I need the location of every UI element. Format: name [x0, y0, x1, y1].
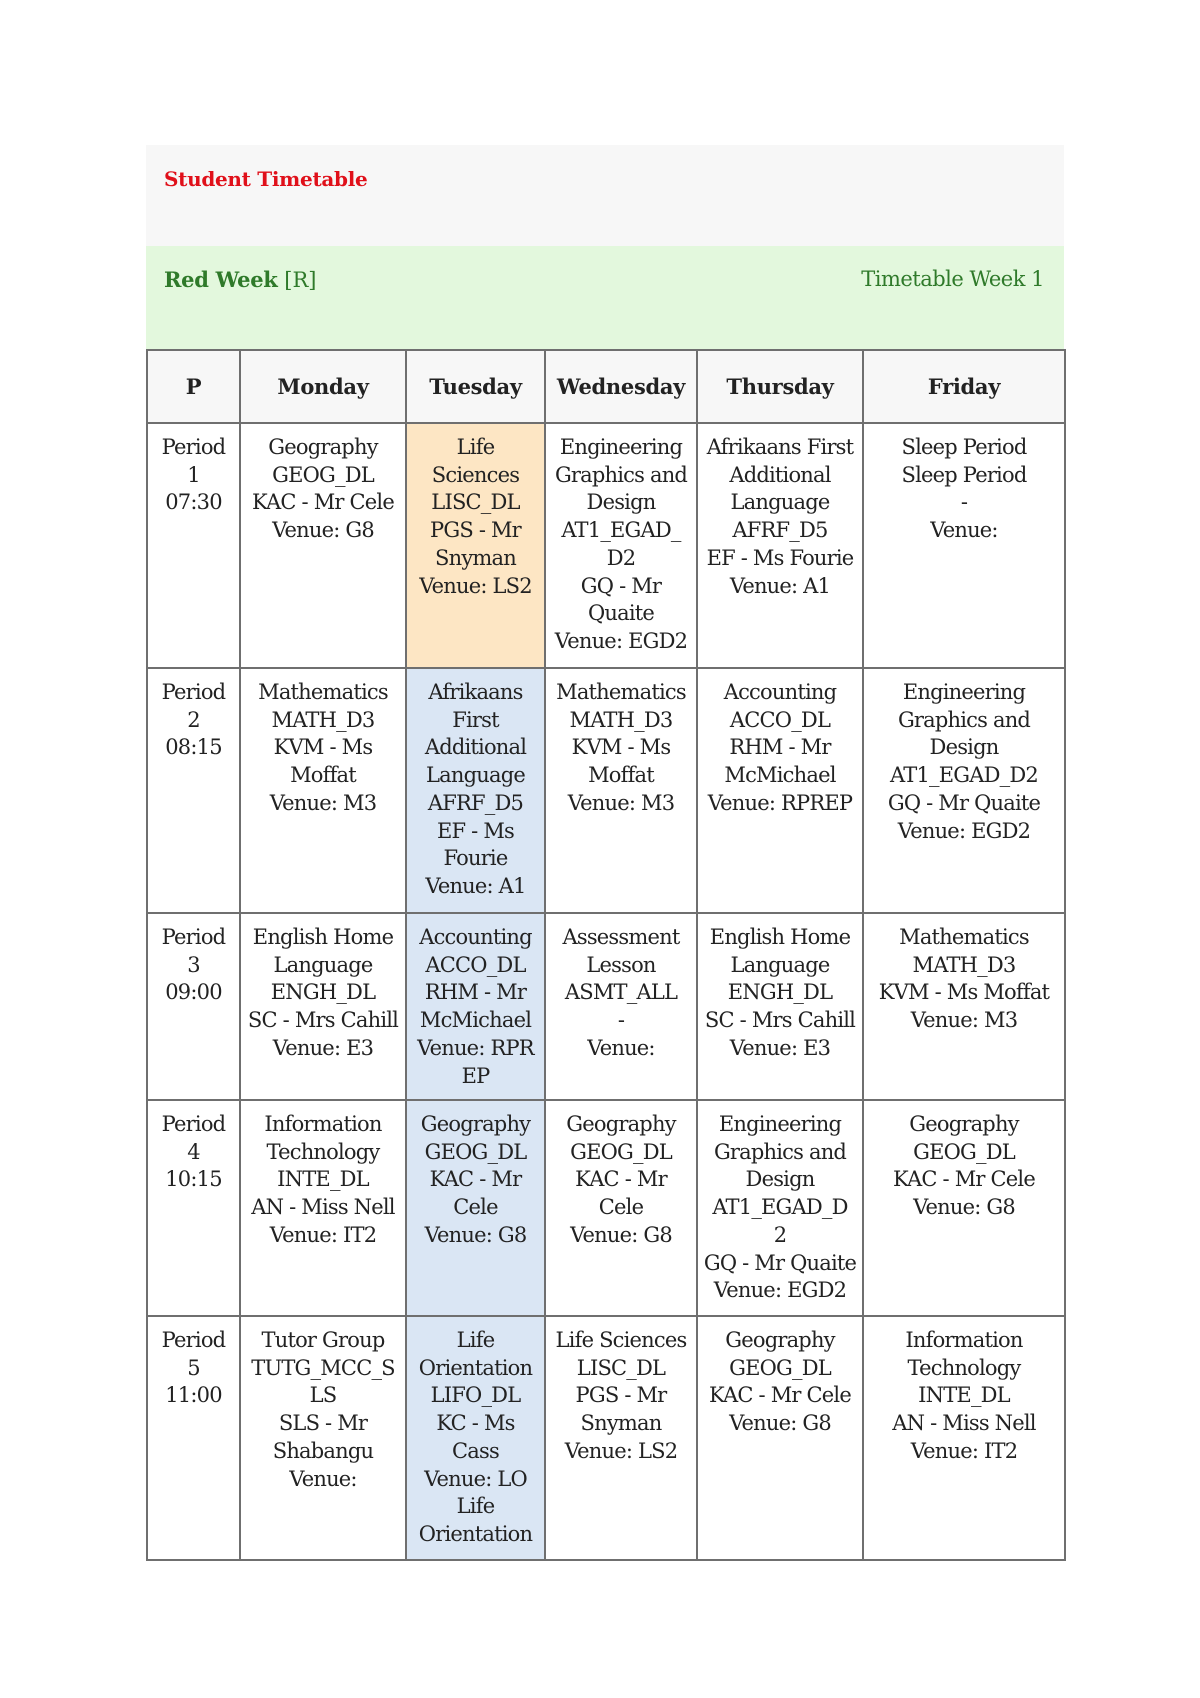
- lesson-line: TUTG_MCC_S: [251, 1355, 395, 1380]
- period-line: 5: [187, 1355, 200, 1380]
- lesson-line: 2: [773, 1222, 787, 1247]
- lesson-line: Accounting: [419, 925, 532, 949]
- lesson-line: Language: [273, 952, 373, 977]
- lesson-line: Moffat: [588, 763, 654, 788]
- lesson-line: EF - Ms Fourie: [706, 545, 854, 570]
- lesson-line: Venue: G8: [729, 1411, 831, 1436]
- lesson-line: LISC_DL: [576, 1355, 666, 1380]
- period-cell: [147, 1100, 240, 1316]
- lesson-cell-tuesday: [406, 423, 545, 668]
- lesson-line: EP: [461, 1063, 490, 1088]
- lesson-cell-tuesday: [406, 1100, 545, 1316]
- lesson-cell-monday: [240, 423, 406, 668]
- lesson-line: SLS - Mr: [278, 1411, 368, 1436]
- lesson-cell-thursday: [697, 423, 863, 668]
- lesson-line: Venue: A1: [425, 873, 526, 898]
- lesson-cell-monday: [240, 1100, 406, 1316]
- lesson-line: Venue: EGD2: [713, 1278, 847, 1303]
- lesson-line: GEOG_DL: [729, 1355, 831, 1380]
- period-line: 09:00: [165, 980, 222, 1005]
- lesson-line: AT1_EGAD_: [561, 518, 681, 543]
- lesson-line: Venue: G8: [913, 1195, 1015, 1220]
- lesson-line: KAC - Mr Cele: [893, 1167, 1035, 1192]
- lesson-line: D2: [606, 545, 636, 570]
- lesson-line: KVM - Ms: [273, 735, 373, 760]
- lesson-line: LISC_DL: [431, 490, 520, 515]
- lesson-line: KAC - Mr: [575, 1167, 667, 1192]
- lesson-line: Venue: G8: [272, 518, 374, 543]
- period-line: 08:15: [165, 735, 222, 760]
- lesson-line: KC - Ms: [436, 1411, 515, 1436]
- timetable-document: [146, 145, 1064, 1561]
- period-cell: [147, 423, 240, 668]
- lesson-line: ENGH_DL: [270, 980, 376, 1005]
- column-header-friday: Friday: [863, 350, 1065, 423]
- lesson-line: Technology: [907, 1355, 1021, 1380]
- period-line: Period: [161, 925, 226, 949]
- week-band: [146, 246, 1064, 349]
- lesson-line: Tutor Group: [261, 1328, 385, 1352]
- lesson-cell-wednesday: [545, 423, 697, 668]
- lesson-line: Graphics and: [713, 1139, 847, 1164]
- lesson-line: Geography: [566, 1112, 676, 1136]
- lesson-line: Venue: LO: [424, 1466, 527, 1491]
- lesson-line: Venue: EGD2: [897, 818, 1031, 843]
- lesson-line: -: [960, 490, 968, 515]
- period-line: Period: [161, 680, 226, 704]
- lesson-cell-thursday: [697, 913, 863, 1100]
- lesson-line: LS: [309, 1383, 337, 1408]
- lesson-line: GEOG_DL: [913, 1139, 1015, 1164]
- lesson-line: Moffat: [290, 763, 356, 788]
- lesson-line: Information: [905, 1328, 1023, 1352]
- lesson-cell-tuesday: [406, 668, 545, 913]
- column-header-period: P: [147, 350, 240, 423]
- lesson-line: Geography: [420, 1112, 531, 1136]
- table-row: [147, 423, 1065, 668]
- period-line: 2: [187, 707, 200, 732]
- lesson-line: English Home: [709, 925, 851, 949]
- lesson-line: Design: [745, 1167, 815, 1192]
- lesson-line: EF - Ms: [436, 818, 515, 843]
- lesson-line: RHM - Mr: [424, 980, 527, 1005]
- lesson-line: ACCO_DL: [729, 707, 831, 732]
- lesson-line: AFRF_D5: [427, 790, 524, 815]
- lesson-cell-wednesday: [545, 913, 697, 1100]
- lesson-line: GQ - Mr Quaite: [887, 790, 1041, 815]
- lesson-line: AFRF_D5: [732, 518, 828, 543]
- lesson-cell-tuesday: [406, 913, 545, 1100]
- lesson-line: Venue: EGD2: [554, 628, 688, 653]
- period-line: 1: [187, 462, 200, 487]
- lesson-line: RHM - Mr: [729, 735, 831, 760]
- week-code: [R]: [284, 268, 317, 292]
- column-header-monday: Monday: [240, 350, 406, 423]
- lesson-cell-friday: [863, 1316, 1065, 1560]
- lesson-line: Afrikaans: [428, 680, 523, 704]
- lesson-line: Venue: M3: [567, 790, 675, 815]
- lesson-line: LIFO_DL: [430, 1383, 521, 1408]
- lesson-line: AT1_EGAD_D: [712, 1195, 848, 1220]
- lesson-line: Language: [730, 952, 830, 977]
- lesson-line: GEOG_DL: [424, 1139, 527, 1164]
- week-label: [164, 267, 316, 349]
- lesson-line: Orientation: [418, 1521, 533, 1546]
- lesson-cell-thursday: [697, 1100, 863, 1316]
- lesson-line: Graphics and: [554, 462, 688, 487]
- lesson-line: INTE_DL: [918, 1383, 1010, 1408]
- lesson-line: Engineering: [559, 435, 683, 459]
- lesson-line: Cele: [453, 1195, 498, 1220]
- lesson-line: MATH_D3: [912, 952, 1016, 977]
- lesson-line: Language: [730, 490, 830, 515]
- lesson-line: Venue: G8: [424, 1222, 527, 1247]
- lesson-line: Cele: [598, 1195, 644, 1220]
- title-band: [146, 145, 1064, 246]
- lesson-line: PGS - Mr: [575, 1383, 667, 1408]
- lesson-line: Information: [264, 1112, 382, 1136]
- lesson-line: Venue: IT2: [910, 1438, 1018, 1463]
- table-row: [147, 1100, 1065, 1316]
- lesson-line: Cass: [452, 1438, 499, 1463]
- lesson-cell-wednesday: [545, 1316, 697, 1560]
- table-row: [147, 668, 1065, 913]
- lesson-line: Venue: A1: [729, 573, 831, 598]
- lesson-line: Engineering: [718, 1112, 842, 1136]
- lesson-line: Venue:: [930, 518, 998, 543]
- column-header-wednesday: Wednesday: [545, 350, 697, 423]
- lesson-line: KVM - Ms Moffat: [878, 980, 1050, 1005]
- lesson-cell-monday: [240, 1316, 406, 1560]
- lesson-line: Engineering: [902, 680, 1026, 704]
- period-cell: [147, 1316, 240, 1560]
- lesson-cell-monday: [240, 913, 406, 1100]
- lesson-line: Venue: E3: [729, 1035, 831, 1060]
- lesson-line: ACCO_DL: [425, 952, 526, 977]
- lesson-cell-tuesday: [406, 1316, 545, 1560]
- lesson-line: GEOG_DL: [272, 462, 374, 487]
- lesson-line: Life: [456, 1494, 495, 1519]
- lesson-cell-friday: [863, 423, 1065, 668]
- lesson-line: Lesson: [586, 952, 656, 977]
- lesson-line: Quaite: [587, 601, 655, 626]
- lesson-line: Life: [456, 435, 495, 459]
- lesson-line: Language: [426, 763, 525, 788]
- period-line: 3: [187, 952, 200, 977]
- timetable-week: Timetable Week 1: [861, 267, 1044, 291]
- lesson-line: Additional: [424, 735, 527, 760]
- lesson-line: Design: [929, 735, 999, 760]
- lesson-line: Shabangu: [272, 1438, 374, 1463]
- lesson-line: Assessment: [562, 925, 680, 949]
- period-line: Period: [161, 435, 226, 459]
- lesson-line: Geography: [268, 435, 378, 459]
- lesson-line: GEOG_DL: [570, 1139, 672, 1164]
- lesson-line: Venue: RPREP: [707, 790, 853, 815]
- column-header-thursday: Thursday: [697, 350, 863, 423]
- lesson-line: ASMT_ALL: [564, 980, 678, 1005]
- lesson-line: English Home: [252, 925, 394, 949]
- lesson-line: McMichael: [419, 1008, 532, 1033]
- lesson-line: KAC - Mr: [429, 1167, 522, 1192]
- period-line: 4: [187, 1139, 200, 1164]
- period-cell: [147, 668, 240, 913]
- lesson-line: Snyman: [580, 1411, 662, 1436]
- period-line: 10:15: [165, 1167, 222, 1192]
- lesson-line: AN - Miss Nell: [892, 1411, 1036, 1436]
- period-line: Period: [161, 1328, 226, 1352]
- table-row: [147, 913, 1065, 1100]
- lesson-line: Graphics and: [897, 707, 1031, 732]
- lesson-line: Venue:: [587, 1035, 655, 1060]
- lesson-line: McMichael: [724, 763, 836, 788]
- lesson-line: SC - Mrs Cahill: [704, 1008, 856, 1033]
- lesson-line: Geography: [725, 1328, 835, 1352]
- page-title: Student Timetable: [164, 167, 368, 191]
- lesson-line: Venue:: [289, 1466, 357, 1491]
- lesson-line: Venue: IT2: [269, 1222, 377, 1247]
- lesson-cell-thursday: [697, 1316, 863, 1560]
- lesson-line: GQ - Mr: [580, 573, 662, 598]
- lesson-line: Sleep Period: [901, 435, 1027, 459]
- lesson-line: Sciences: [431, 462, 520, 487]
- lesson-line: Orientation: [418, 1355, 533, 1380]
- lesson-line: Accounting: [723, 680, 837, 704]
- lesson-cell-friday: [863, 913, 1065, 1100]
- lesson-line: Fourie: [443, 846, 508, 871]
- lesson-cell-friday: [863, 1100, 1065, 1316]
- lesson-cell-wednesday: [545, 668, 697, 913]
- lesson-line: KAC - Mr Cele: [252, 490, 394, 515]
- lesson-line: Snyman: [435, 545, 516, 570]
- lesson-line: MATH_D3: [271, 707, 375, 732]
- lesson-line: -: [617, 1008, 625, 1033]
- lesson-line: KVM - Ms: [571, 735, 671, 760]
- table-row: [147, 1316, 1065, 1560]
- lesson-cell-friday: [863, 668, 1065, 913]
- lesson-line: Afrikaans First: [706, 435, 854, 459]
- lesson-line: AT1_EGAD_D2: [890, 763, 1038, 788]
- week-name: Red Week: [164, 267, 278, 292]
- lesson-line: INTE_DL: [277, 1167, 369, 1192]
- lesson-line: Venue: G8: [570, 1222, 672, 1247]
- lesson-line: Sleep Period: [901, 462, 1027, 487]
- lesson-line: Venue: E3: [272, 1035, 374, 1060]
- column-header-tuesday: Tuesday: [406, 350, 545, 423]
- lesson-line: Venue: LS2: [419, 573, 532, 598]
- lesson-line: SC - Mrs Cahill: [247, 1008, 399, 1033]
- lesson-line: MATH_D3: [569, 707, 673, 732]
- lesson-line: Venue: RPR: [417, 1035, 534, 1060]
- lesson-line: Design: [586, 490, 656, 515]
- lesson-line: KAC - Mr Cele: [709, 1383, 851, 1408]
- lesson-line: Technology: [266, 1139, 380, 1164]
- lesson-cell-monday: [240, 668, 406, 913]
- lesson-line: Venue: M3: [910, 1008, 1018, 1033]
- period-cell: [147, 913, 240, 1100]
- lesson-line: Venue: M3: [269, 790, 377, 815]
- lesson-line: Mathematics: [258, 680, 388, 704]
- lesson-line: Venue: LS2: [564, 1438, 678, 1463]
- lesson-line: First: [452, 707, 499, 732]
- period-line: 07:30: [165, 490, 222, 515]
- lesson-cell-wednesday: [545, 1100, 697, 1316]
- timetable-grid: [146, 349, 1066, 1561]
- lesson-line: Additional: [729, 462, 831, 487]
- period-line: Period: [161, 1112, 226, 1136]
- lesson-line: Mathematics: [556, 680, 686, 704]
- period-line: 11:00: [165, 1383, 222, 1408]
- lesson-line: GQ - Mr Quaite: [703, 1250, 857, 1275]
- lesson-line: Mathematics: [899, 925, 1029, 949]
- lesson-cell-thursday: [697, 668, 863, 913]
- lesson-line: Life: [456, 1328, 495, 1352]
- lesson-line: Geography: [909, 1112, 1019, 1136]
- header-row: [147, 350, 1065, 423]
- lesson-line: PGS - Mr: [430, 518, 521, 543]
- lesson-line: Life Sciences: [555, 1328, 687, 1352]
- lesson-line: ENGH_DL: [727, 980, 833, 1005]
- lesson-line: AN - Miss Nell: [251, 1195, 395, 1220]
